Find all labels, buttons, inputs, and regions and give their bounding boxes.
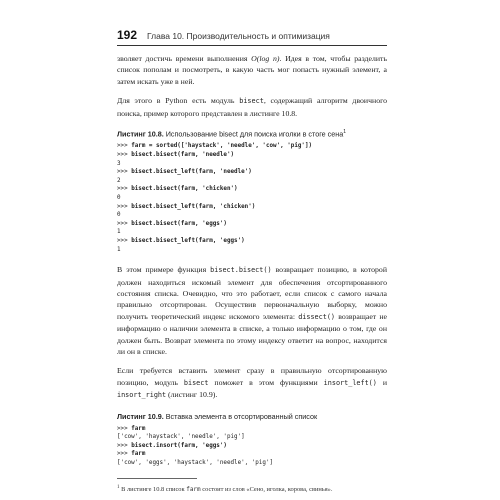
code-prompt: >>> xyxy=(117,442,132,449)
code-input: bisect.bisect(farm, 'needle') xyxy=(131,152,235,159)
footnote-ref[interactable]: 1 xyxy=(343,129,346,136)
code-output: 1 xyxy=(117,246,121,253)
code-input: bisect.bisect(farm, 'chicken') xyxy=(131,186,238,193)
code-input: bisect.bisect_left(farm, 'needle') xyxy=(131,169,252,176)
listing-10-9-code xyxy=(117,425,387,468)
code-line xyxy=(117,425,387,434)
paragraph-intro: зволяет достичь времени выполнения O(log n). Идея в том, чтобы разделить список пополам и посмотреть, в какую часть мог попасть нужный элемент, а затем искать уже в ней. xyxy=(117,54,388,86)
code-prompt: >>> xyxy=(117,203,132,210)
code-line xyxy=(117,237,387,246)
code-prompt: >>> xyxy=(117,152,132,159)
code-output: ['cow', 'haystack', 'needle', 'pig'] xyxy=(117,434,245,441)
code-prompt: >>> xyxy=(117,425,132,432)
code-output: 1 xyxy=(117,229,121,236)
paragraph-bisect-explanation: В этом примере функция bisect.bisect() возвращает позицию, в которой должен находиться искомый элемент для обеспечения отсортированного состояния списка. Очевидно, что это работает, если список с самого начала правильно отсортирован. Осуществив первоначальную выборку, можно получить теоретический индекс искомого элемента: dissect() возвращает не информацию о наличии элемента в списке, а только информацию о том, где он должен быть. Возврат элемента по этому индексу ответит на вопрос, находится ли он в списке. xyxy=(117,265,388,356)
paragraph-bisect-module: Для этого в Python есть модуль bisect, содержащий алгоритм двоичного поиска, пример которого представлен в листинге 10.8. xyxy=(117,96,387,118)
code-line xyxy=(117,246,387,255)
code-line xyxy=(117,177,387,186)
code-prompt: >>> xyxy=(117,220,132,227)
inline-code-insort-left: insort_left() xyxy=(323,378,377,387)
inline-code-bisect: bisect xyxy=(239,97,264,106)
listing-10-9-title: Листинг 10.9. Вставка элемента в отсортированный список xyxy=(117,411,318,421)
listing-10-8-title: Листинг 10.8. Использование bisect для поиска иголки в стоге сена$^1$ xyxy=(117,129,346,139)
page-number: 192 xyxy=(117,28,138,42)
code-prompt: >>> xyxy=(117,169,132,176)
code-prompt: >>> xyxy=(117,451,132,458)
inline-code-bisect-module: bisect xyxy=(183,378,209,387)
paragraph-insort: Если требуется вставить элемент сразу в правильную отсортированную позицию, модуль bisect поможет в этом функциями insort_left() и insort_right (листинг 10.9). xyxy=(117,366,387,400)
footnote: $^1$ В листинге 10.8 список farm состоит из слов «Сено, иголка, корова, свинья». xyxy=(117,484,333,493)
inline-code-farm: farm xyxy=(186,485,201,493)
book-page xyxy=(117,28,387,494)
code-prompt: >>> xyxy=(117,143,132,150)
code-input: farm xyxy=(131,451,146,458)
code-line xyxy=(117,142,387,151)
code-line xyxy=(117,151,387,160)
code-line xyxy=(117,203,387,212)
code-prompt: >>> xyxy=(117,186,132,193)
chapter-title: Глава 10. Производительность и оптимизация xyxy=(147,31,330,41)
code-line xyxy=(117,168,387,177)
inline-code-insort-right: insort_right xyxy=(117,391,167,400)
code-output: 2 xyxy=(117,177,121,184)
code-input: farm xyxy=(131,425,146,432)
code-output: ['cow', 'eggs', 'haystack', 'needle', 'pig'] xyxy=(117,459,274,466)
code-line xyxy=(117,220,387,229)
code-input: bisect.bisect_left(farm, 'eggs') xyxy=(131,237,245,244)
code-line xyxy=(117,185,387,194)
code-output: 0 xyxy=(117,212,121,219)
code-line xyxy=(117,160,387,169)
code-input: bisect.bisect(farm, 'eggs') xyxy=(131,220,227,227)
code-input: farm = sorted(['haystack', 'needle', 'cow', 'pig']) xyxy=(131,143,313,150)
code-line xyxy=(117,211,387,220)
complexity-formula: O(log n) xyxy=(251,54,280,63)
code-line xyxy=(117,442,387,451)
footnote-mark: 1 xyxy=(117,484,120,490)
inline-code-bisect-func: bisect.bisect() xyxy=(210,266,272,275)
code-output: 3 xyxy=(117,160,121,167)
inline-code-dissect: dissect() xyxy=(298,312,336,321)
page-header xyxy=(117,28,387,46)
code-line xyxy=(117,194,387,203)
code-line xyxy=(117,450,387,459)
code-output: 0 xyxy=(117,194,121,201)
code-input: bisect.bisect_left(farm, 'chicken') xyxy=(131,203,256,210)
code-input: bisect.insort(farm, 'eggs') xyxy=(131,442,227,449)
code-line xyxy=(117,228,387,237)
listing-10-8-code xyxy=(117,142,387,254)
code-line xyxy=(117,433,387,442)
code-prompt: >>> xyxy=(117,237,132,244)
code-line xyxy=(117,459,387,468)
footnote-divider xyxy=(117,478,197,479)
